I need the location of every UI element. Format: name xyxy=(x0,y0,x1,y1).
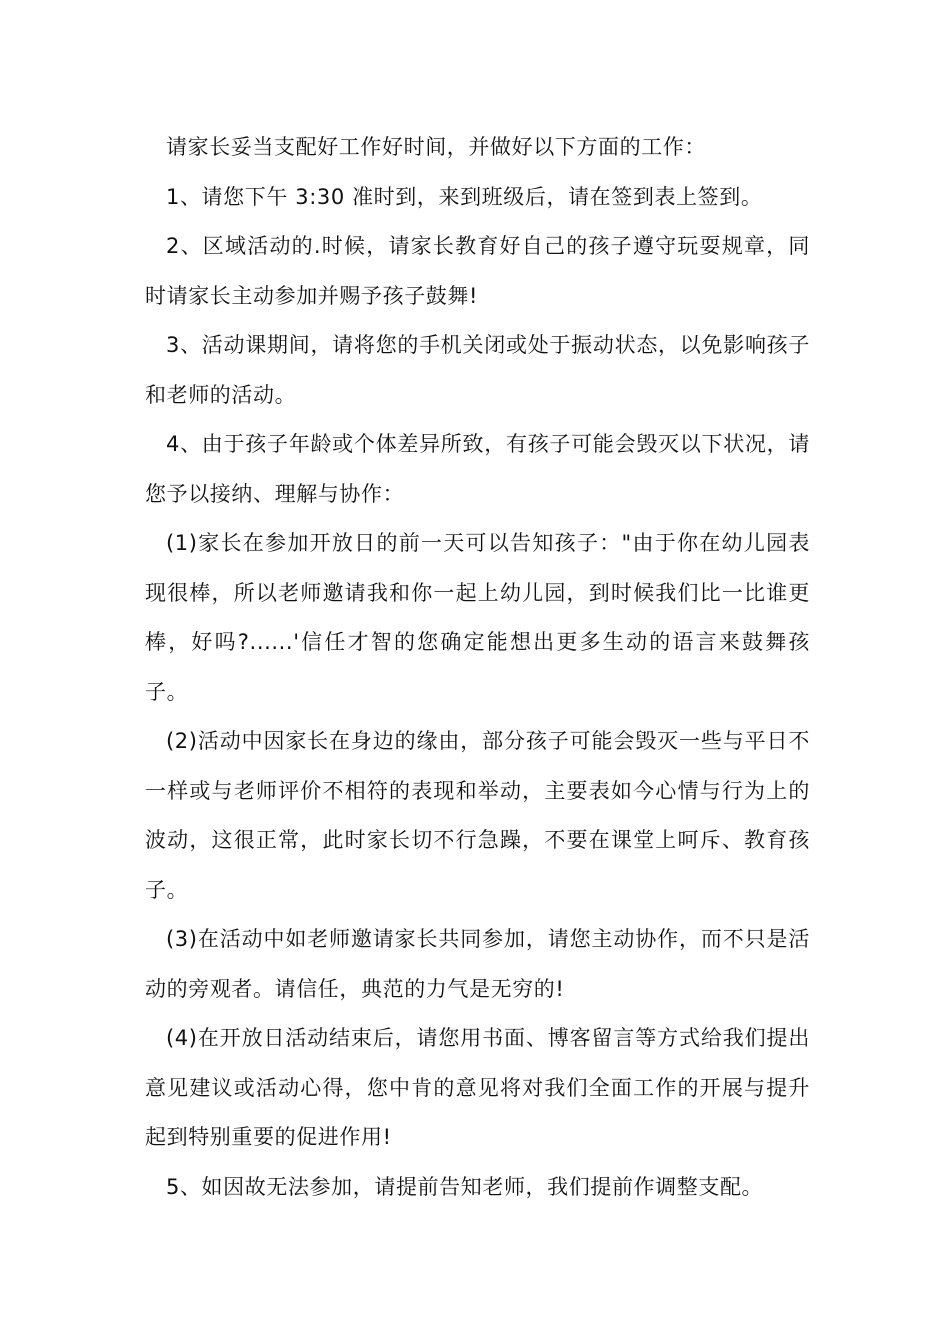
item-2-paragraph: 2、区域活动的.时候，请家长教育好自己的孩子遵守玩耍规章，同时请家长主动参加并赐予孩子鼓舞! xyxy=(145,234,810,308)
item-5-paragraph: 5、如因故无法参加，请提前告知老师，我们提前作调整支配。 xyxy=(166,1174,764,1199)
sub-item-3-paragraph: (3)在活动中如老师邀请家长共同参加，请您主动协作，而不只是活动的旁观者。请信任，典范的力气是无穷的! xyxy=(145,927,810,1001)
sub-item-2-paragraph: (2)活动中因家长在身边的缘由，部分孩子可能会毁灭一些与平日不一样或与老师评价不相符的表现和举动，主要表如今心情与行为上的波动，这很正常，此时家长切不行急躁，不要在课堂上呵斥、教育孩子。 xyxy=(145,729,810,902)
intro-paragraph: 请家长妥当支配好工作好时间，并做好以下方面的工作： xyxy=(166,135,706,159)
item-3-paragraph: 3、活动课期间，请将您的手机关闭或处于振动状态，以免影响孩子和老师的活动。 xyxy=(145,333,810,407)
sub-item-1-paragraph: (1)家长在参加开放日的前一天可以告知孩子："由于你在幼儿园表现很棒，所以老师邀请我和你一起上幼儿园，到时候我们比一比谁更棒，好吗?......'信任才智的您确定能想出更多生动的语言来鼓舞孩子。 xyxy=(145,531,810,704)
sub-item-4-paragraph: (4)在开放日活动结束后，请您用书面、博客留言等方式给我们提出意见建议或活动心得，您中肯的意见将对我们全面工作的开展与提升起到特别重要的促进作用! xyxy=(145,1026,810,1149)
item-1-paragraph: 1、请您下午 3:30 准时到，来到班级后，请在签到表上签到。 xyxy=(166,184,763,209)
document-body xyxy=(145,123,810,1212)
item-4-paragraph: 4、由于孩子年龄或个体差异所致，有孩子可能会毁灭以下状况，请您予以接纳、理解与协作： xyxy=(145,432,810,506)
